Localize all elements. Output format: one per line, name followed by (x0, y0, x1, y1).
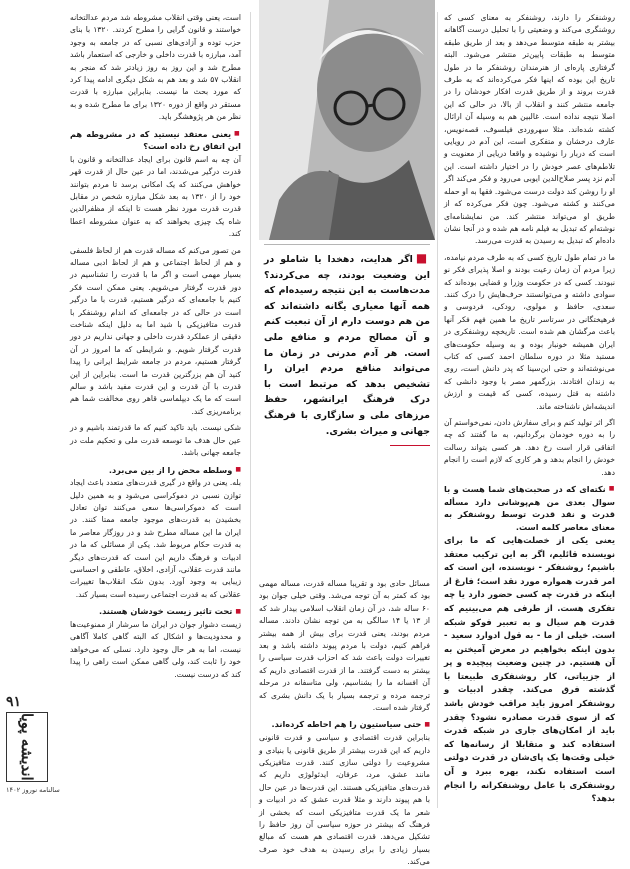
pull-quote (264, 244, 430, 573)
quote-rule (390, 445, 430, 446)
portrait-photo-icon (259, 0, 435, 240)
interview-question: ■ وسلطه محض را از بین می‌برد. (70, 464, 241, 477)
article-column-middle (259, 578, 430, 867)
column-divider (437, 12, 438, 808)
pull-quote-text: اگر هدایت، دهخدا یا شاملو در این وضعیت بودند، چه می‌کردند؟ مدت‌هاست به این نتیجه رسیده‌ام که همه آنها معیاری یگانه داشته‌اند که من هم دوست دارم از آن تبعیت کنم و آن مصالح مردم و منافع ملی است. هر آدم مدرنی در زمان ما می‌تواند منافع مردم ایران را تشخیص بدهد که مرتبط است با درک فرهنگ ایرانشهر، حفظ مرزهای ملی و سازگاری با فرهنگ جهانی و میراث بشری. (264, 254, 430, 437)
magazine-masthead (6, 712, 48, 782)
paragraph: ما در تمام طول تاریخ کسی که به طرف مردم نیامده، زیرا مردم آن زمان رعیت بودند و اصلا پذیرای فکر نو نبودند. کسی که در حکومت وزرا و قضایی بوده‌اند که سوادی داشته و می‌توانستند حرف‌هایش را درک کنند. سعدی، حافظ و مولوی، رودکی، فردوسی و فرهیختگانی در سرتاسر تاریخ ما همین فهم فکر آنها باعث مرگشان هم شده است. تاریخچه روشنفکری در ایران همیشه خونبار بوده و به وسیله حکومت‌های مستبد مثلا در دوره سلطان احمد کسی که کتاب می‌نوشته‌اند و حتی ابن‌سینا که پدر دانش است، روی به زندان افتادند. بزرگمهر مصر با وجود دانشی که داشته به قتل رسیده، کسی که قیمت و ارزش اندیشه‌اش ناشناخته ماند. (444, 252, 615, 411)
interview-question: ■ حتی سیاستیون را هم احاطه کرده‌اند. (259, 718, 430, 731)
quote-marker-icon: ■ (415, 251, 430, 265)
interview-question: ■ نکته‌ای که در صحبت‌های شما هست و با سوال بعدی من هم‌پوشانی دارد مسأله قدرت و نقد قدرت توسط روشنفکر به معنای معاصر کلمه است. (444, 483, 615, 533)
paragraph: است، یعنی وقتی انقلاب مشروطه شد مردم عدالتخانه خواستند و قانون گرایی را مطرح کردند. ۱۳۲۰ با بنای حزب توده و آزادی‌های نسبی که در جامعه به وجود آمد، مبارزه با قدرت داخلی و خارجی که استعمار باشد مطرح شد و این روز به روز زیادتر شد که منجر به انقلاب ۵۷ شد و بعد هم به شکل دیگری ادامه پیدا کرد که مورد بحث ما نیست. بنابراین مبارزه با قدرت مستقر در واقع از دوره ۱۳۲۰ برای ما مطرح شده و به نظر من هر پژوهشگر باید. (70, 13, 241, 122)
paragraph: بله. یعنی در واقع در گیری قدرت‌های متعدد باعث ایجاد توازن نسبی در دموکراسی می‌شود و به همین دلیل است که دموکراسی‌ها سعی می‌کنند توان تعادل بخشیدن به قدرت‌های موجود جامعه ممتا کنند. در ایران ما این مساله مطرح شد و در روزگار معاصر ما به قدرت حکام مربوط شد. یکی از مسائلی که ما در ادبیات و فرهنگ داریم این است که قدرت‌های دیگر مانند قدرت عقلانی، آزادی، اخلاق، عاطفی و احساسی زیبایی به وجود آورد. بدون شک انقلاب‌ها تغییرات عقلانی که به قدرت اجتماعی رسیده است بسیار کند. (70, 478, 241, 599)
interview-question: ■ یعنی معتقد نیستید که در مشروطه هم این اتفاق رخ داده است؟ (70, 128, 241, 153)
paragraph: من تصور می‌کنم که مساله قدرت هم از لحاظ فلسفی و هم از لحاظ اجتماعی و هم از لحاظ ادبی مساله بسیار مهمی است و اگر ما با قدرت را تشناسیم در دور قدرت گرفتار می‌شویم. یعنی ممکن است فکر کنیم با جامعه‌ای که درگیر هستیم، قدرت با ما درگیر است در حالی که در جامعه‌ای که اندام روشنفکر با قدرت متافیزیکی با شید اما به دلیل اینکه شناخت دقیقی از عملکرد قدرت داخلی و جهانی نداریم در دور قدرت گرفتار شویم. و شرایطی که ما امروز در آن گرفتار هستیم، مردم در جامعه شرایط ایرانی را پیدا کنید آن هم بزرگترین قدرت ما است. بنابراین از این قدرت با آن قدرت و این قدرت مفید باشد و سالم است که ما یک دیپلماسی قاهر روی مخالفت شما هم برنامه‌ریزی کند. (70, 245, 241, 416)
column-divider (250, 12, 251, 808)
paragraph: مسائل حادی بود و تقریبا مساله قدرت، مساله مهمی بود که کمتر به آن توجه می‌شد. وقتی خیلی جوان بود ۶۰ ساله شد، در آن زمان انقلاب اسلامی بیدار شد که از ۱۳ یا ۱۴ سالگی به من توجه نشان دادند. مساله مردم بودند، یعنی قدرت برای بیش از همه بیشتر فراهم کنیم، دولت با مردم پیوند داشته باشد و بعد تغییرات دولت باعث شد که احزاب قدرت سیاسی را بیشتر به دست گرفتند. ما از قدرت اقتصادی داریم که آن افسانه ما را بشناسیم، ولی متاسفانه در مرحله ترجمه مرده و ترجمه بسیار با یک دانش بشری که گرفتار شده است. (259, 579, 430, 713)
paragraph: روشنفکر را دارند، روشنفکر به معنای کسی که روشنگری می‌کند و وضعیتی را با تحلیل درست آگاهانه بیشتر به طبقه متوسط می‌دهد و بعد از طریق طبقه متوسط به طبقات پایین‌تر منتشر می‌شود. البته گرفتاری پاره‌ای از هنرمندان روشنفکر ما در طول تاریخ این بوده که اینها فکر می‌کرده‌اند که به طرف قدرت بروند و از طریق قدرت افکار خودشان را در جامعه منتشر کنند و انقلاب از بالا، در حالی که این اصلا نتیجه نداده است. غالبین هم به وسیله آن ارائال کشته شده‌اند. مثلا سهروردی فیلسوف، قصه‌نویس، عارف درخشان و متفکری است، این آدم در رویایی است که دربار را نوشیده و واقعا دریایی از معنویت و تلاطم‌های عصر خودش را در اختیار داشته است. این آدم نزد پسر صلاح‌الدین ایوبی می‌رود و فکر می‌کند اگر او را روشن کند دولت درست می‌شود. فقها به او حمله می‌کنند و کشته می‌شود. چون فکر می‌کرده که از طریق او می‌تواند منتشر کند. من نمایشنامه‌ای نوشته‌ام که تبدیل به فیلم نامه هم شده و در آنجا نشان داده‌ام که تبدیل به رسیدن به قدرت می‌رسد. (444, 13, 615, 246)
masthead-logo-text: اندیشه پویا (18, 713, 36, 781)
paragraph: آن چه به اسم قانون برای ایجاد عدالتخانه و قانون با قدرت درگیر می‌شدند، اما در عین حال از قدرت قهر خواهش می‌کنند که یک امکانی برسد تا مردم بتوانند خود را از ۱۳۲۰ به بعد شکل مبارزه شخص در مقابل قدرت قدرت مورد نظر هست تا اینکه از مظفرالدین شاه یک چیزی بخواهند که به عنوان مشروطه اعطا کند. (70, 154, 242, 239)
paragraph: زیست دشوار جوان در ایران ما سرشار از ممنوعیت‌ها و محدودیت‌ها و اشکال که البته گاهی کاملا آگاهی نیست، اما به هر حال وجود دارد. نسلی که می‌خواهد خود را ثابت کند، ولی گاهی ممکن است راهی را پیدا کند که درست نیست. (70, 619, 241, 679)
issue-label: سالنامه نوروز ۱۴۰۲ (6, 786, 60, 794)
interview-question-bold: یعنی یکی از خصلت‌هایی که ما برای نویسنده قائلیم، اگر به این ترکیب معتقد باشیم؛ روشنفکر - نویسنده، این است که امر قدرت همواره مورد نقد است؛ فارغ از اینکه در قدرت چه کسی حضور دارد یا چه تفکری هست. از طرفی هم می‌بینیم که قدرت هم سیال و به تعبیر فوکو شبکه است. خیلی از ما - به قول ادوارد سعید - بدون اینکه بخواهیم در معرض آمیختن به آن هستیم. در چنین وضعیت پیچیده و پر از جزییاتی، کار روشنفکری طبیعتا با گذشته فرق می‌کند. چقدر ادبیات و روشنفکر امروز باید مراقب خودش باشد که از سوی قدرت مصادره نشود؟ چقدر باید از امکان‌های جاری در شبکه قدرت استفاده کند و متقابلا از رسانه‌ها که خیلی وقت‌ها یک پای‌شان در قدرت دولتی است استفاده نکند، بهره ببرد و آن روشنفکری با عامل روشنفکرانه را انجام بدهد؟ (444, 534, 615, 804)
page-number: ۹۱ (6, 694, 22, 710)
page-sidebar (0, 0, 60, 820)
portrait-photo (259, 0, 435, 240)
article-column-left (70, 12, 241, 808)
paragraph: اگر اثر تولید کنم و برای سفارش دادن، نمی‌خواستم آن را به دوره خودمان برگردانیم، به ما گفتند که چه اتفاقی قرار است رخ دهد. هر کسی بتواند رسالت خودش را انجام بدهد و هر کاری که لازم است را انجام دهد. (444, 418, 615, 477)
article-column-right (444, 12, 615, 808)
paragraph: بنابراین قدرت اقتصادی و سیاسی و قدرت قانونی داریم که این قدرت بیشتر از طریق قانونی یا بنیادی و مشروعیت را دولتی سازی کنند. قدرت متافیزیکی مانند عشق، مرد، عرفان، ایدئولوژی داریم که قدرت‌های متافیزیکی هستند. این قدرت‌ها در عین حال با هم پیوند دارند و مثلا قدرت عشق که در ادبیات و شعر ما یک قدرت متافیزیکی است که بخشی از فرهنگ که بیشتر در حوزه سیاسی آن روز حافظ را تشکیل می‌دهد. قدرت اقتصادی هم هست که مبالغ بسیار زیادی را برای رسیدن به هدف خود صرف می‌کند. (259, 733, 430, 867)
interview-question: ■ تحت تاثیر زیست خودشان هستند. (70, 605, 241, 618)
paragraph: شکی نیست. باید تاکید کنیم که ما قدرتمند باشیم و در عین حال هدف ما توسعه قدرت ملی و تحکیم ملت در جامعه جهانی باشد. (70, 423, 241, 458)
